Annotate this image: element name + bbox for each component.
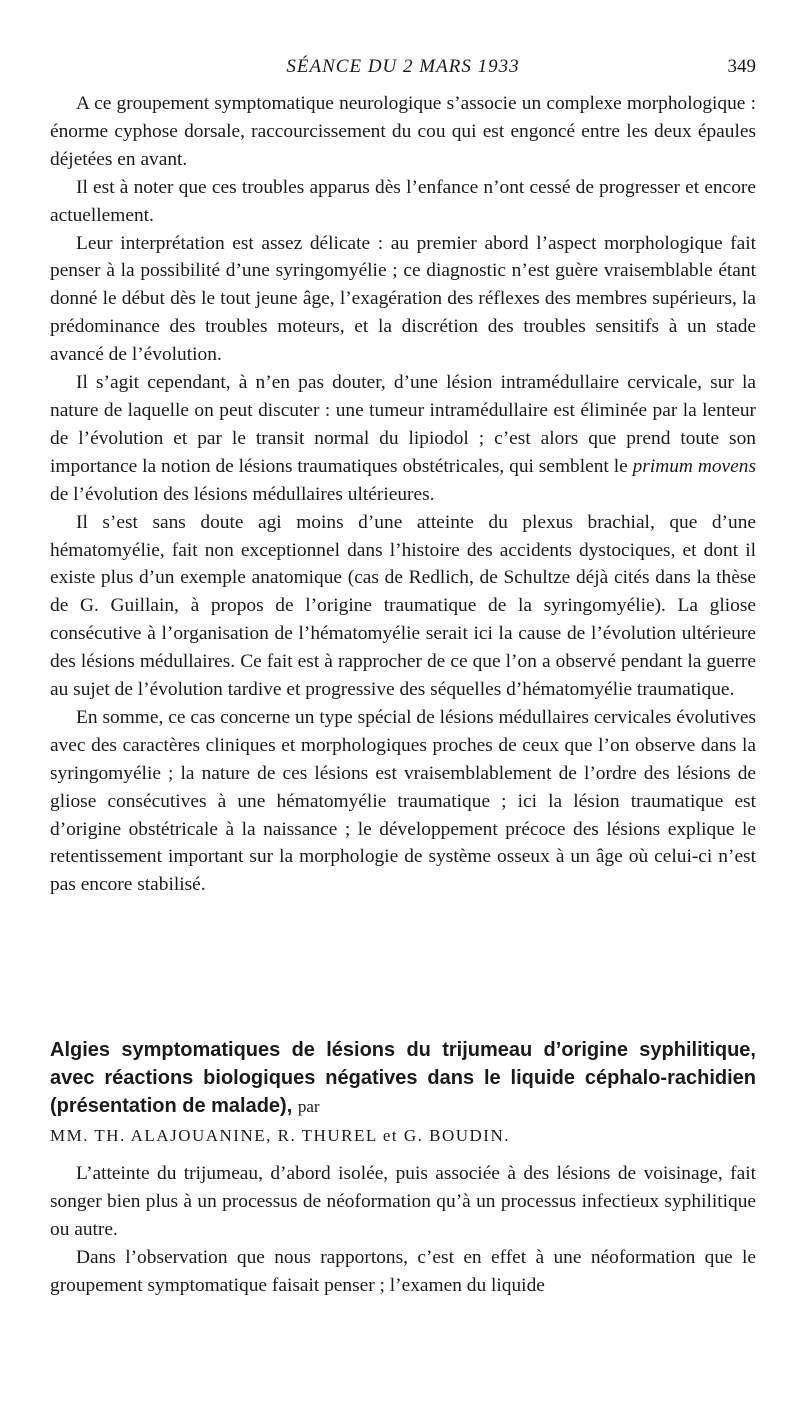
page-number: 349 (727, 56, 756, 77)
paragraph-text: de l’évolution des lésions médullaires ultérieures. (50, 483, 435, 505)
paragraph-text: Il s’agit cependant, à n’en pas douter, d’une lésion intramédullaire cervicale, sur la nature de laquelle on peut discuter : une tumeur intramédullaire est éliminée par la lenteur de l’évolution et par le transit normal du lipiodol ; c’est alors que prend toute son importance la notion de lésions traumatiques obstétricales, qui semblent le (50, 372, 756, 477)
paragraph: Il s’est sans doute agi moins d’une atteinte du plexus brachial, que d’une hématomyélie, fait non exceptionnel dans l’histoire des accidents dystociques, et dont il existe plus d’un exemple anatomique (cas de Redlich, de Schultze déjà cités dans la thèse de G. Guillain, à propos de l’origine traumatique de la syringomyélie). La gliose consécutive à l’organisation de l’hématomyélie serait ici la cause de l’évolution ultérieure des lésions médullaires. Ce fait est à rapprocher de ce que l’on a observé pendant la guerre au sujet de l’évolution tardive et progressive des séquelles d’hématomyélie traumatique. (50, 511, 756, 701)
article-par: par (297, 1097, 320, 1116)
main-text (50, 90, 756, 899)
paragraph: A ce groupement symptomatique neurologique s’associe un complexe morphologique : énorme cyphose dorsale, raccourcissement du cou qui est engoncé entre les deux épaules déjetées en avant. (50, 93, 756, 170)
article-text (50, 1160, 756, 1300)
document-page (50, 0, 756, 1426)
running-title: SÉANCE DU 2 MARS 1933 (286, 56, 520, 77)
article-heading (50, 1036, 756, 1151)
running-head (50, 56, 756, 86)
paragraph: En somme, ce cas concerne un type spécial de lésions médullaires cervicales évolutives avec des caractères cliniques et morphologiques proches de ceux que l’on observe dans la syringomyélie ; la nature de ces lésions est vraisemblablement de l’ordre des lésions de gliose consécutives à une hématomyélie traumatique ; ici la lésion traumatique est d’origine obstétricale à la naissance ; le développement précoce des lésions explique le retentissement important sur la morphologie de système osseux à un âge où celui-ci n’est pas encore stabilisé. (50, 706, 756, 896)
latin-phrase: primum movens (632, 455, 756, 477)
paragraph (50, 369, 756, 509)
article-title: Algies symptomatiques de lésions du trijumeau d’origine syphilitique, avec réactions biologiques négatives dans le liquide céphalo-rachidien (présentation de malade), (50, 1039, 756, 1117)
paragraph: L’atteinte du trijumeau, d’abord isolée, puis associée à des lésions de voisinage, fait songer bien plus à un processus de néoformation qu’à un processus infectieux syphilitique ou autre. (50, 1163, 756, 1240)
article-authors: MM. TH. ALAJOUANINE, R. THUREL et G. BOUDIN. (50, 1126, 510, 1145)
paragraph: Dans l’observation que nous rapportons, c’est en effet à une néoformation que le groupement symptomatique faisait penser ; l’examen du liquide (50, 1246, 756, 1296)
paragraph: Leur interprétation est assez délicate : au premier abord l’aspect morphologique fait penser à la possibilité d’une syringomyélie ; ce diagnostic n’est guère vraisemblable étant donné le début dès le tout jeune âge, l’exagération des réflexes des membres supérieurs, la prédominance des troubles moteurs, et la discrétion des troubles sensitifs à un stade avancé de l’évolution. (50, 232, 756, 366)
paragraph: Il est à noter que ces troubles apparus dès l’enfance n’ont cessé de progresser et encore actuellement. (50, 176, 756, 226)
